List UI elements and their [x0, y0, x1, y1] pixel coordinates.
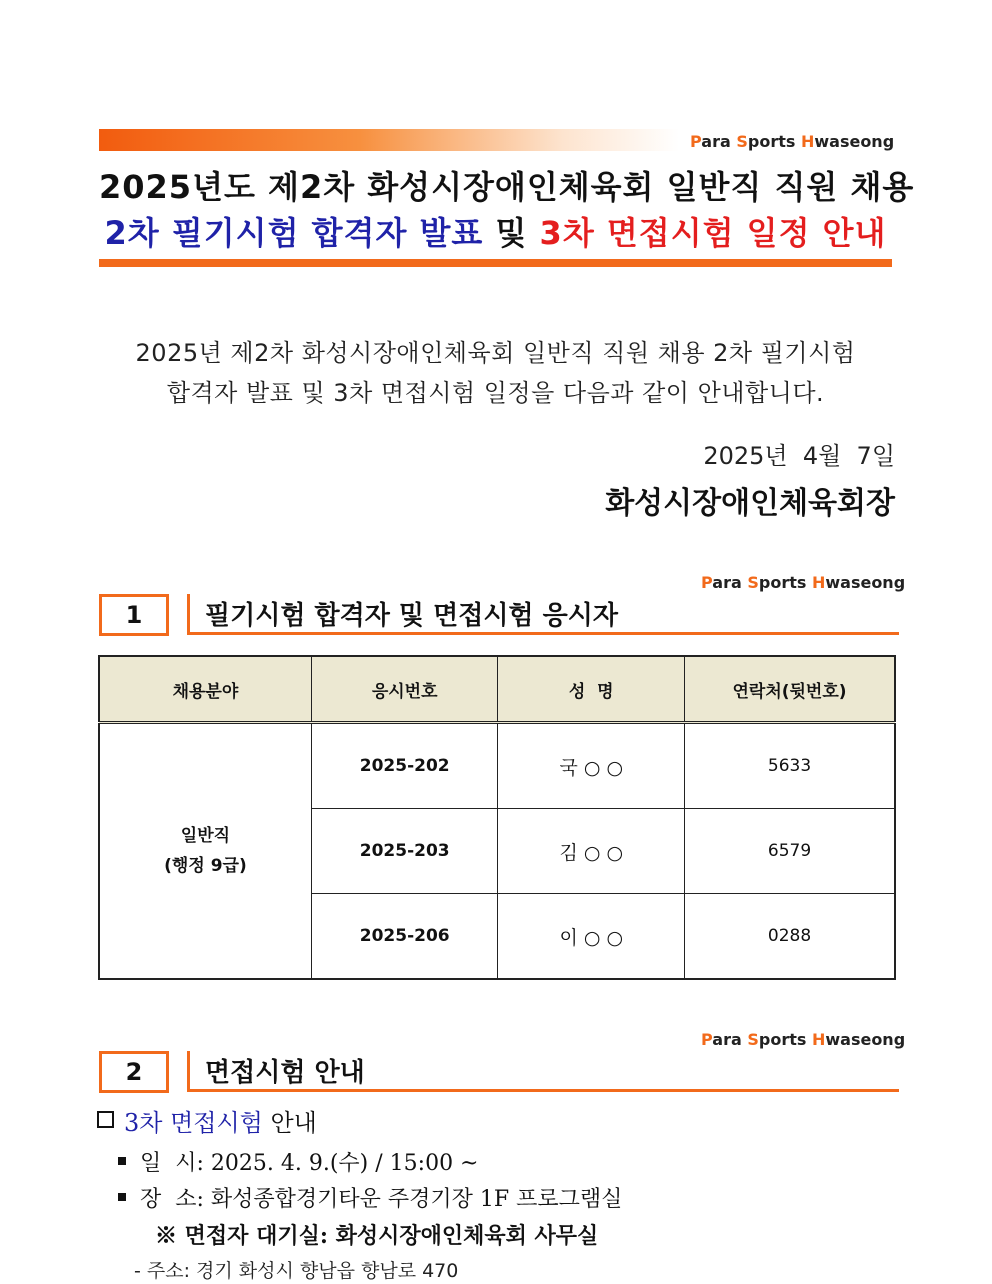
brand-word: ara — [712, 573, 748, 592]
title-mid-part: 및 — [483, 214, 540, 252]
contact-cell: 0288 — [685, 894, 895, 980]
interview-subheading — [97, 1103, 317, 1138]
table-header-row — [99, 656, 895, 723]
document-title-line2 — [99, 208, 892, 254]
checkbox-square-icon — [97, 1111, 114, 1128]
name-cell: 김 ○ ○ — [498, 809, 685, 894]
brand-text-top — [690, 132, 894, 151]
section-title: 필기시험 합격자 및 면접시험 응시자 — [205, 601, 618, 631]
brand-word: ports — [747, 132, 801, 151]
table-row — [99, 723, 895, 809]
exam-number-cell: 2025-203 — [311, 809, 498, 894]
announcement-date: 2025년 4월 7일 — [703, 442, 895, 470]
brand-letter: H — [811, 1030, 826, 1049]
brand-word: ara — [712, 1030, 748, 1049]
brand-word: waseong — [825, 573, 906, 592]
brand-letter: P — [701, 573, 713, 592]
subheading-blue-part: 3차 면접시험 — [124, 1109, 263, 1137]
name-cell: 국 ○ ○ — [498, 723, 685, 809]
exam-number-cell: 2025-206 — [311, 894, 498, 980]
field-cell — [99, 723, 311, 980]
header-exam-number: 응시번호 — [311, 656, 498, 723]
header-gradient-bar — [99, 129, 679, 151]
header-field: 채용분야 — [99, 656, 311, 723]
title-underline-bar — [99, 259, 892, 267]
brand-text-section2 — [701, 1030, 905, 1049]
brand-word: waseong — [825, 1030, 906, 1049]
brand-letter: P — [690, 132, 702, 151]
section-number-box: 1 — [99, 594, 169, 636]
brand-text-section1 — [701, 573, 905, 592]
name-cell: 이 ○ ○ — [498, 894, 685, 980]
brand-word: ara — [701, 132, 737, 151]
brand-letter: S — [747, 1030, 759, 1049]
field-line1: 일반직 — [180, 826, 231, 846]
bullet-square-icon — [118, 1157, 126, 1165]
brand-letter: H — [811, 573, 826, 592]
section-header — [187, 594, 899, 635]
intro-line2: 합격자 발표 및 3차 면접시험 일정을 다음과 같이 안내합니다. — [166, 379, 825, 407]
bullet-square-icon — [118, 1193, 126, 1201]
contact-cell: 6579 — [685, 809, 895, 894]
brand-letter: S — [736, 132, 748, 151]
document-title-line1: 2025년도 제2차 화성시장애인체육회 일반직 직원 채용 — [99, 168, 915, 206]
brand-letter: H — [800, 132, 815, 151]
candidates-table — [98, 655, 896, 980]
interview-place-item — [118, 1182, 622, 1213]
header-name: 성 명 — [498, 656, 685, 723]
section-header — [187, 1051, 899, 1092]
brand-word: waseong — [814, 132, 895, 151]
interview-date-text: 일 시: 2025. 4. 9.(수) / 15:00 ~ — [140, 1151, 479, 1176]
section-title: 면접시험 안내 — [205, 1058, 365, 1088]
title-blue-part: 2차 필기시험 합격자 발표 — [104, 214, 484, 252]
field-line2: (행정 9급) — [164, 856, 247, 876]
brand-word: ports — [758, 1030, 812, 1049]
subheading-rest: 안내 — [262, 1109, 317, 1137]
brand-letter: P — [701, 1030, 713, 1049]
organization-name: 화성시장애인체육회장 — [605, 486, 895, 521]
title-red-part: 3차 면접시험 일정 안내 — [539, 214, 887, 252]
waiting-room-note: ※ 면접자 대기실: 화성시장애인체육회 사무실 — [155, 1223, 599, 1249]
interview-place-text: 장 소: 화성종합경기타운 주경기장 1F 프로그램실 — [140, 1187, 623, 1212]
section-number-box: 2 — [99, 1051, 169, 1093]
brand-letter: S — [747, 573, 759, 592]
intro-line1: 2025년 제2차 화성시장애인체육회 일반직 직원 채용 2차 필기시험 — [135, 339, 856, 367]
address-line: - 주소: 경기 화성시 향남읍 향남로 470 — [134, 1260, 459, 1282]
contact-cell: 5633 — [685, 723, 895, 809]
header-contact: 연락처(뒷번호) — [685, 656, 895, 723]
exam-number-cell: 2025-202 — [311, 723, 498, 809]
interview-date-item — [118, 1146, 479, 1177]
brand-word: ports — [758, 573, 812, 592]
